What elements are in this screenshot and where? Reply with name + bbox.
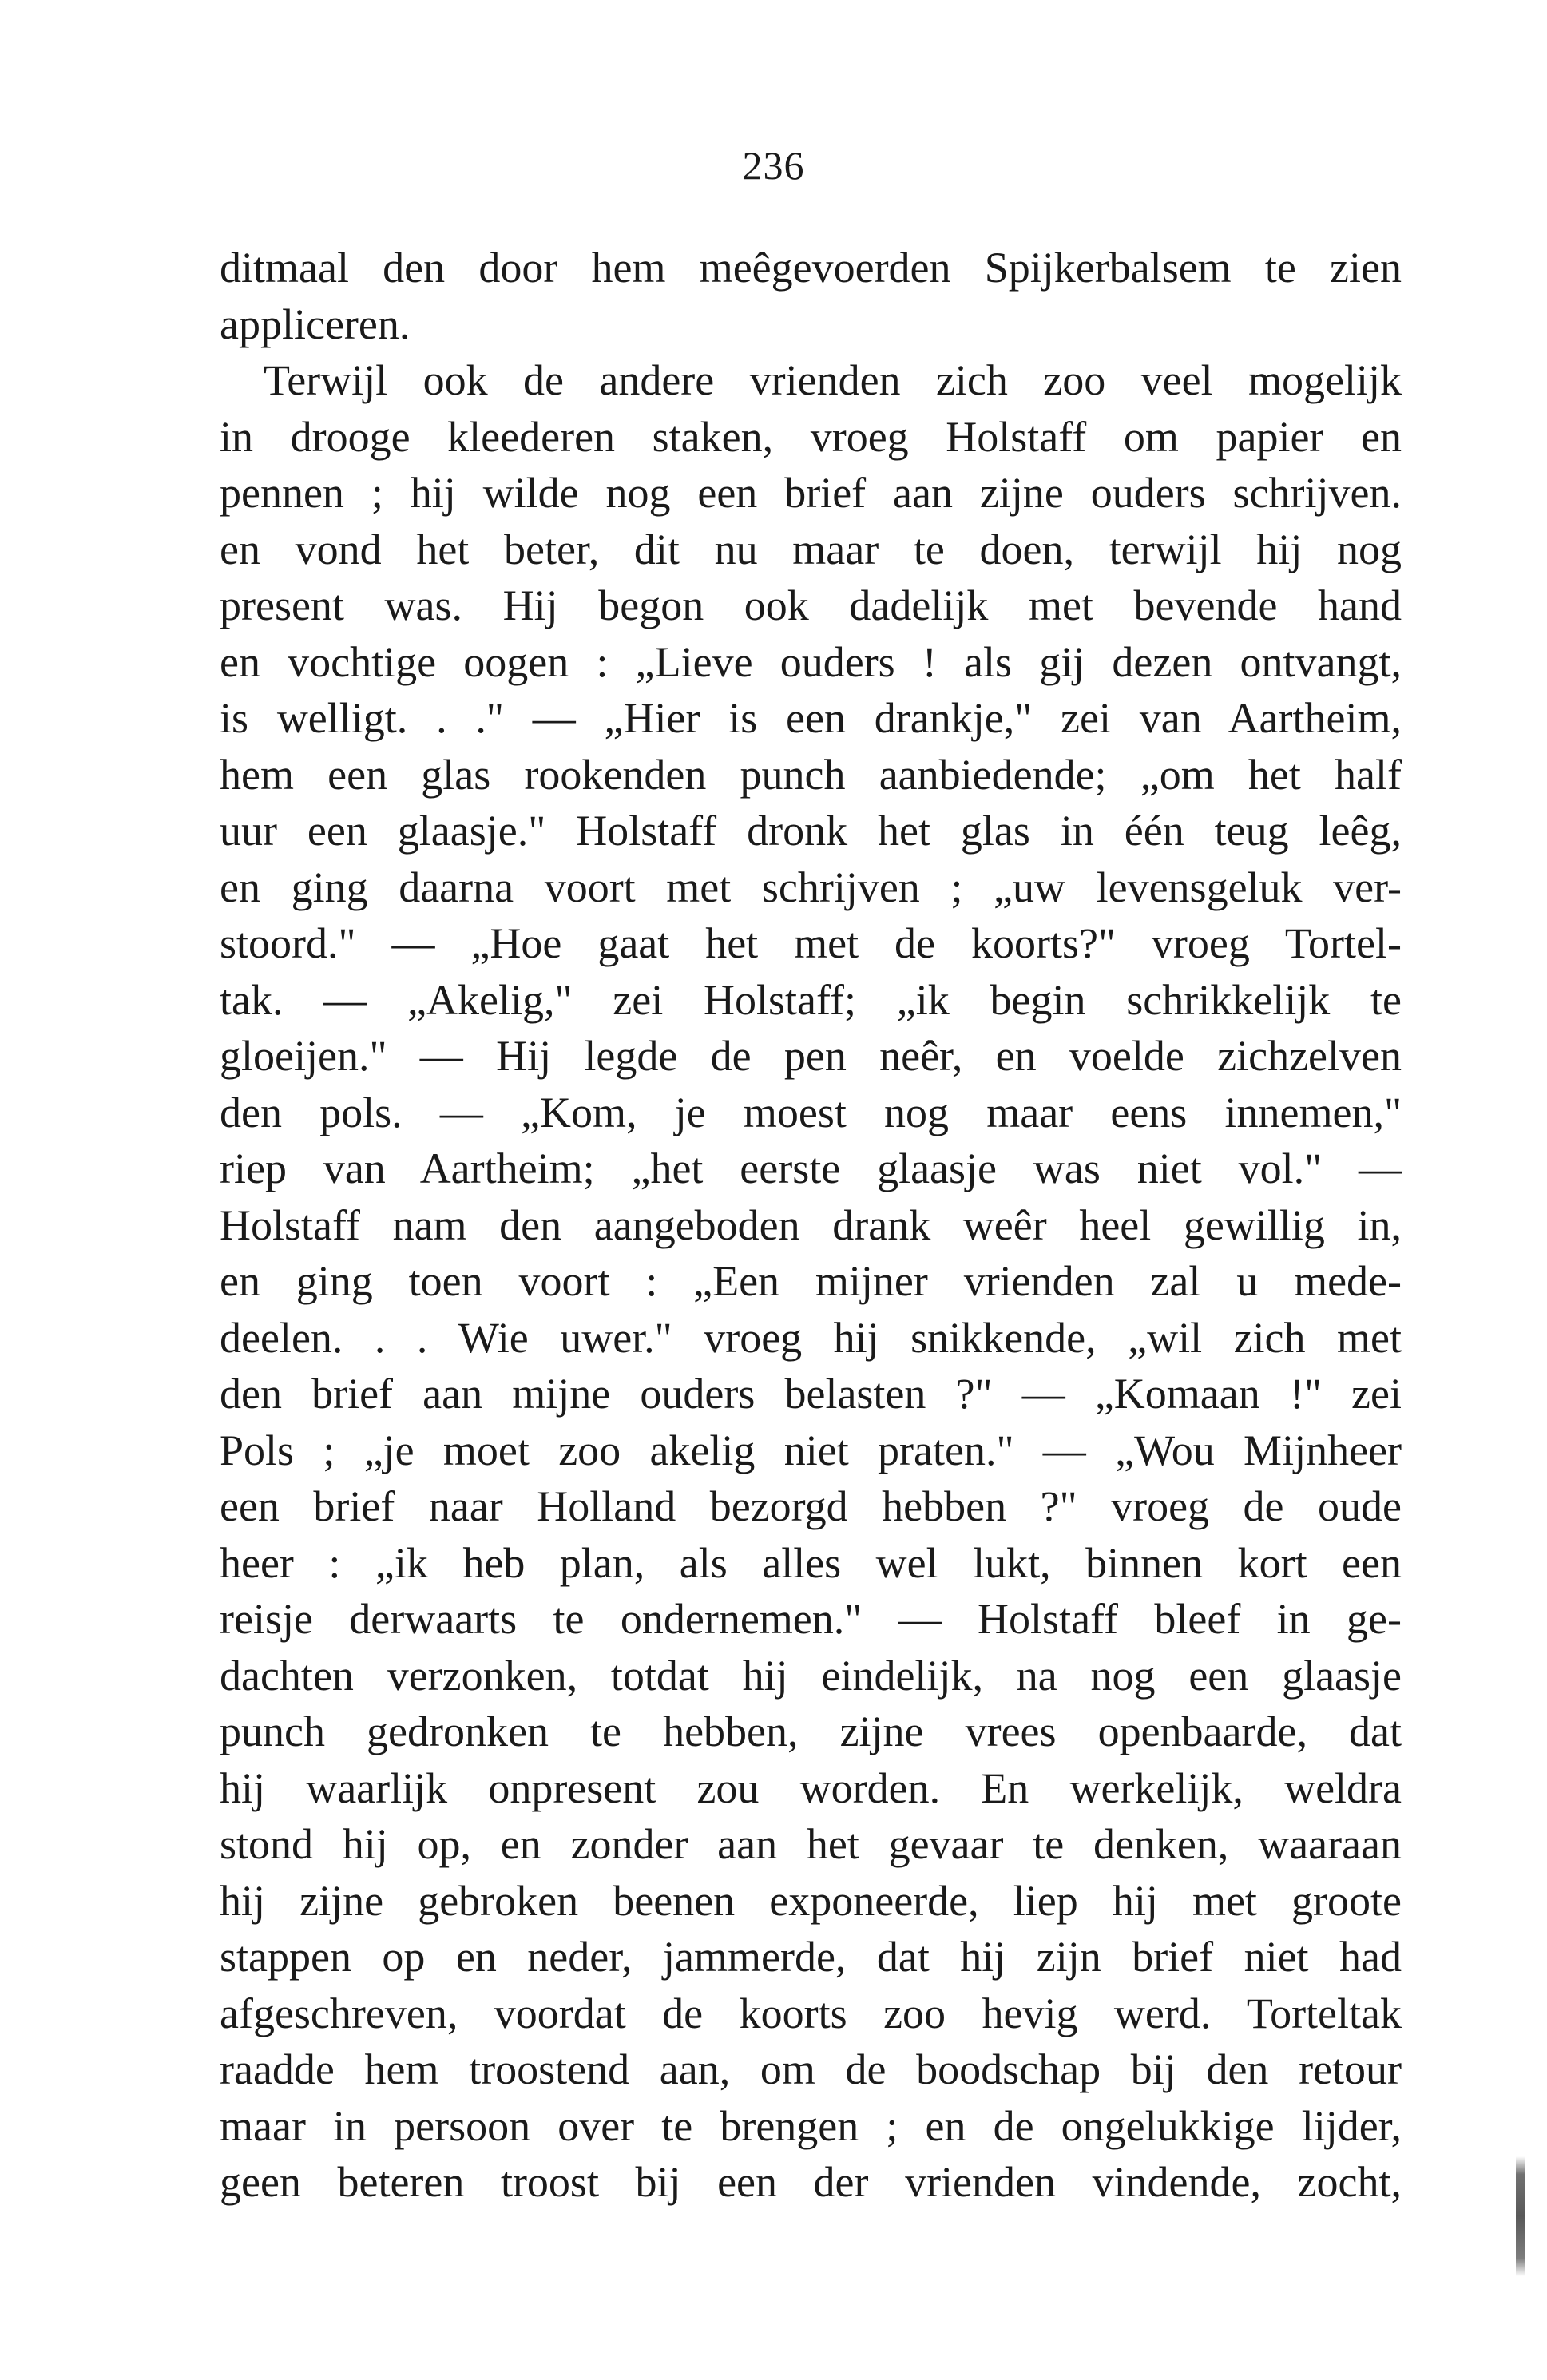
text-line: een brief naar Holland bezorgd hebben ?" vroeg de oude [220, 1482, 1402, 1530]
text-line: gloeijen." — Hij legde de pen neêr, en voelde zichzelven [220, 1032, 1402, 1080]
text-line: uur een glaasje." Holstaff dronk het glas in één teug leêg, [220, 807, 1402, 855]
body-text [220, 240, 1402, 2211]
text-line: afgeschreven, voordat de koorts zoo hevig werd. Torteltak [220, 1989, 1402, 2037]
text-line: en vond het beter, dit nu maar te doen, terwijl hij nog [220, 525, 1402, 573]
text-line: tak. — „Akelig," zei Holstaff; „ik begin schrikkelijk te [220, 975, 1402, 1024]
text-line: is welligt. . ." — „Hier is een drankje," zei van Aartheim, [220, 694, 1402, 742]
page-number: 236 [742, 143, 805, 188]
text-line: Terwijl ook de andere vrienden zich zoo veel mogelijk [264, 356, 1402, 404]
text-line: den pols. — „Kom, je moest nog maar eens innemen," [220, 1088, 1402, 1136]
text-line: dachten verzonken, totdat hij eindelijk, na nog een glaasje [220, 1651, 1402, 1700]
text-line: appliceren. [220, 299, 411, 348]
text-line: en ging daarna voort met schrijven ; „uw levensgeluk ver- [220, 863, 1402, 911]
text-line: pennen ; hij wilde nog een brief aan zijne ouders schrijven. [220, 469, 1402, 517]
text-line: stoord." — „Hoe gaat het met de koorts?" vroeg Tortel- [220, 919, 1402, 967]
text-line: hij waarlijk onpresent zou worden. En werkelijk, weldra [220, 1763, 1402, 1812]
text-line: reisje derwaarts te ondernemen." — Holstaff bleef in ge- [220, 1595, 1402, 1643]
text-line: en vochtige oogen : „Lieve ouders ! als gij dezen ontvangt, [220, 637, 1402, 686]
text-line: ditmaal den door hem meêgevoerden Spijkerbalsem te zien [220, 244, 1402, 292]
text-line: Holstaff nam den aangeboden drank weêr heel gewillig in, [220, 1200, 1402, 1249]
text-line: raadde hem troostend aan, om de boodschap bij den retour [220, 2045, 1402, 2093]
text-line: riep van Aartheim; „het eerste glaasje was niet vol." — [220, 1144, 1402, 1192]
text-line: geen beteren troost bij een der vrienden vindende, zocht, [220, 2158, 1402, 2206]
text-line: en ging toen voort : „Een mijner vrienden zal u mede- [220, 1257, 1402, 1305]
scan-edge-mark [1516, 2156, 1525, 2276]
text-line: heer : „ik heb plan, als alles wel lukt, binnen kort een [220, 1538, 1402, 1587]
text-line: in drooge kleederen staken, vroeg Holstaff om papier en [220, 412, 1402, 461]
text-line: maar in persoon over te brengen ; en de ongelukkige lijder, [220, 2101, 1402, 2150]
text-line: den brief aan mijne ouders belasten ?" — „Komaan !" zei [220, 1370, 1402, 1418]
text-line: Pols ; „je moet zoo akelig niet praten." — „Wou Mijnheer [220, 1426, 1402, 1474]
text-line: present was. Hij begon ook dadelijk met bevende hand [220, 581, 1402, 629]
text-line: hem een glas rookenden punch aanbiedende; „om het half [220, 750, 1402, 799]
text-line: deelen. . . Wie uwer." vroeg hij snikkende, „wil zich met [220, 1313, 1402, 1362]
text-line: punch gedronken te hebben, zijne vrees openbaarde, dat [220, 1708, 1402, 1755]
text-line: stappen op en neder, jammerde, dat hij zijn brief niet had [220, 1933, 1402, 1981]
text-line: hij zijne gebroken beenen exponeerde, liep hij met groote [220, 1876, 1402, 1925]
text-line: stond hij op, en zonder aan het gevaar te denken, waaraan [220, 1820, 1402, 1868]
